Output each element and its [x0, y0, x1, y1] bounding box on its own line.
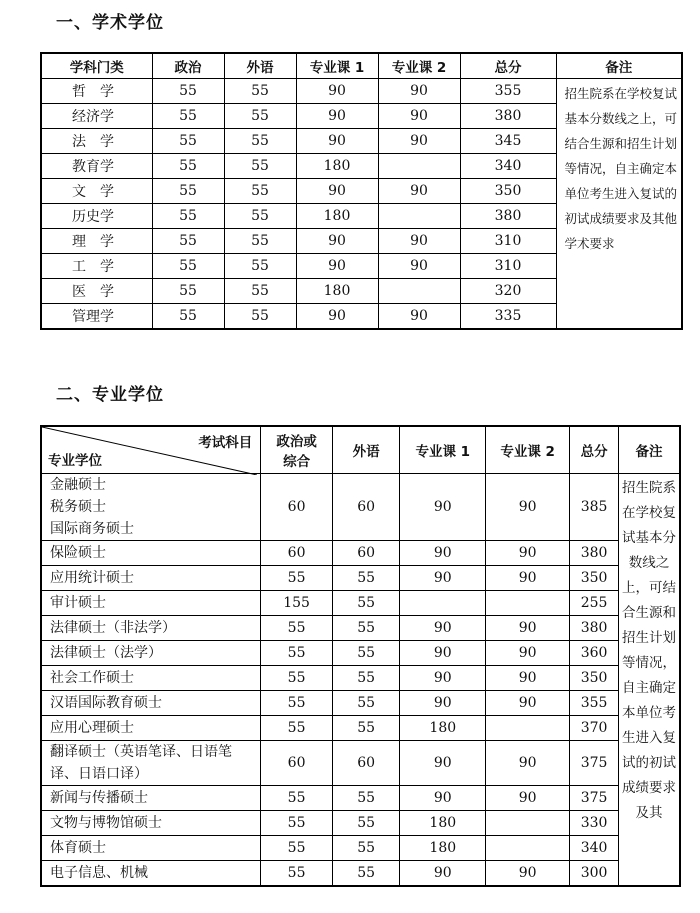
table-header-row — [41, 426, 680, 474]
row-total-cell: 310 — [460, 229, 556, 254]
header-remarks: 备注 — [556, 53, 682, 79]
row-score-2-cell: 55 — [332, 691, 399, 716]
table-row — [41, 716, 680, 741]
row-name-cell: 翻译硕士（英语笔译、日语笔 译、日语口译） — [41, 741, 261, 786]
table-row — [41, 566, 680, 591]
header-course-1: 专业课 1 — [296, 53, 378, 79]
row-total-cell: 340 — [460, 154, 556, 179]
row-course-1-cell: 180 — [296, 154, 378, 179]
row-score-1-cell: 155 — [261, 591, 333, 616]
table-row — [41, 786, 680, 811]
row-course-2-cell: 90 — [378, 79, 460, 104]
row-score-1-cell: 55 — [152, 279, 224, 304]
row-score-1-cell: 55 — [152, 229, 224, 254]
row-name-cell: 文物与博物馆硕士 — [41, 811, 261, 836]
row-course-1-cell: 90 — [400, 741, 486, 786]
table-row — [41, 811, 680, 836]
row-score-2-cell: 55 — [224, 79, 296, 104]
row-score-1-cell: 60 — [261, 474, 333, 541]
row-score-2-cell: 55 — [332, 836, 399, 861]
row-total-cell: 320 — [460, 279, 556, 304]
row-name-cell: 电子信息、机械 — [41, 861, 261, 887]
header-foreign-language: 外语 — [332, 426, 399, 474]
row-score-2-cell: 60 — [332, 741, 399, 786]
row-total-cell: 330 — [570, 811, 619, 836]
row-score-2-cell: 55 — [224, 129, 296, 154]
row-course-2-cell: 90 — [378, 304, 460, 330]
row-score-1-cell: 55 — [152, 204, 224, 229]
row-score-2-cell: 55 — [332, 566, 399, 591]
table-row — [41, 691, 680, 716]
table-row — [41, 79, 682, 104]
professional-degree-table — [40, 425, 681, 887]
row-score-2-cell: 60 — [332, 474, 399, 541]
table-row — [41, 741, 680, 786]
row-total-cell: 380 — [460, 104, 556, 129]
row-score-2-cell: 55 — [332, 811, 399, 836]
row-total-cell: 350 — [460, 179, 556, 204]
row-course-1-cell: 90 — [400, 641, 486, 666]
section-title-academic: 一、学术学位 — [56, 13, 164, 33]
row-course-2-cell — [486, 591, 570, 616]
row-course-1-cell: 180 — [400, 811, 486, 836]
row-course-2-cell: 90 — [486, 691, 570, 716]
row-course-2-cell: 90 — [486, 641, 570, 666]
row-course-2-cell — [378, 154, 460, 179]
row-name-cell: 文 学 — [41, 179, 152, 204]
header-total: 总分 — [570, 426, 619, 474]
header-politics: 政治 — [152, 53, 224, 79]
row-course-1-cell: 90 — [400, 666, 486, 691]
row-total-cell: 350 — [570, 666, 619, 691]
row-course-2-cell: 90 — [378, 229, 460, 254]
row-score-2-cell: 55 — [332, 591, 399, 616]
row-score-2-cell: 55 — [224, 154, 296, 179]
row-score-2-cell: 55 — [332, 861, 399, 887]
row-course-1-cell — [400, 591, 486, 616]
row-score-2-cell: 55 — [224, 204, 296, 229]
row-course-2-cell: 90 — [378, 104, 460, 129]
row-total-cell: 350 — [570, 566, 619, 591]
row-score-1-cell: 55 — [261, 691, 333, 716]
row-course-1-cell: 90 — [400, 566, 486, 591]
row-score-1-cell: 55 — [152, 154, 224, 179]
header-course-2: 专业课 2 — [378, 53, 460, 79]
row-course-2-cell — [486, 716, 570, 741]
remarks-note: 招生院系在学校复试基本分数线之上，可结合生源和招生计划等情况，自主确定本单位考生进入复试的初试成绩要求及其 — [619, 474, 680, 887]
row-course-2-cell: 90 — [378, 254, 460, 279]
row-course-2-cell — [378, 279, 460, 304]
table-row — [41, 616, 680, 641]
row-total-cell: 380 — [570, 616, 619, 641]
header-discipline: 学科门类 — [41, 53, 152, 79]
header-total: 总分 — [460, 53, 556, 79]
row-score-1-cell: 60 — [261, 541, 333, 566]
remarks-note: 招生院系在学校复试基本分数线之上，可结合生源和招生计划等情况，自主确定本单位考生进入复试的初试成绩要求及其他学术要求 — [556, 79, 682, 330]
table-header-row — [41, 53, 682, 79]
header-foreign-language: 外语 — [224, 53, 296, 79]
row-course-1-cell: 90 — [296, 229, 378, 254]
row-course-1-cell: 90 — [296, 79, 378, 104]
row-course-2-cell: 90 — [378, 129, 460, 154]
row-score-1-cell: 55 — [261, 861, 333, 887]
row-score-2-cell: 55 — [332, 786, 399, 811]
row-score-1-cell: 55 — [261, 786, 333, 811]
row-total-cell: 355 — [460, 79, 556, 104]
table-row — [41, 541, 680, 566]
table-row — [41, 641, 680, 666]
row-name-cell: 历史学 — [41, 204, 152, 229]
row-course-1-cell: 90 — [400, 861, 486, 887]
row-course-2-cell: 90 — [486, 566, 570, 591]
table-row — [41, 861, 680, 887]
header-diagonal-cell — [41, 426, 261, 474]
row-name-cell: 法律硕士（非法学） — [41, 616, 261, 641]
row-course-1-cell: 90 — [400, 616, 486, 641]
row-score-2-cell: 55 — [332, 716, 399, 741]
row-score-2-cell: 55 — [224, 279, 296, 304]
table-row — [41, 474, 680, 541]
row-score-2-cell: 55 — [224, 179, 296, 204]
row-course-2-cell: 90 — [486, 666, 570, 691]
row-course-2-cell: 90 — [486, 786, 570, 811]
row-total-cell: 380 — [460, 204, 556, 229]
row-total-cell: 340 — [570, 836, 619, 861]
row-course-1-cell: 90 — [400, 786, 486, 811]
row-total-cell: 370 — [570, 716, 619, 741]
row-total-cell: 335 — [460, 304, 556, 330]
table-row — [41, 591, 680, 616]
row-score-1-cell: 55 — [261, 716, 333, 741]
row-score-2-cell: 60 — [332, 541, 399, 566]
row-score-1-cell: 55 — [261, 566, 333, 591]
academic-degree-table — [40, 52, 683, 330]
row-score-1-cell: 55 — [261, 836, 333, 861]
header-course-1: 专业课 1 — [400, 426, 486, 474]
row-course-2-cell — [378, 204, 460, 229]
header-exam-subject: 考试科目 — [198, 435, 253, 451]
row-course-2-cell: 90 — [486, 616, 570, 641]
row-course-2-cell: 90 — [486, 474, 570, 541]
row-score-2-cell: 55 — [332, 641, 399, 666]
section-title-professional: 二、专业学位 — [56, 385, 164, 405]
row-course-1-cell: 180 — [296, 279, 378, 304]
table-row — [41, 666, 680, 691]
row-course-1-cell: 90 — [296, 179, 378, 204]
row-score-1-cell: 55 — [152, 179, 224, 204]
row-course-1-cell: 180 — [400, 716, 486, 741]
row-course-1-cell: 90 — [296, 129, 378, 154]
row-score-1-cell: 55 — [152, 104, 224, 129]
row-course-2-cell: 90 — [486, 741, 570, 786]
row-total-cell: 355 — [570, 691, 619, 716]
row-name-cell: 经济学 — [41, 104, 152, 129]
row-course-1-cell: 90 — [296, 304, 378, 330]
row-score-1-cell: 55 — [261, 811, 333, 836]
row-name-cell: 教育学 — [41, 154, 152, 179]
table-row — [41, 836, 680, 861]
row-score-1-cell: 55 — [152, 304, 224, 330]
row-total-cell: 375 — [570, 786, 619, 811]
row-name-cell: 法律硕士（法学） — [41, 641, 261, 666]
row-score-2-cell: 55 — [332, 616, 399, 641]
header-degree-type: 专业学位 — [48, 453, 102, 469]
row-name-cell: 法 学 — [41, 129, 152, 154]
row-name-cell: 审计硕士 — [41, 591, 261, 616]
row-total-cell: 375 — [570, 741, 619, 786]
row-name-cell: 社会工作硕士 — [41, 666, 261, 691]
row-score-2-cell: 55 — [224, 304, 296, 330]
row-score-1-cell: 55 — [261, 641, 333, 666]
row-course-2-cell: 90 — [378, 179, 460, 204]
row-score-1-cell: 55 — [152, 254, 224, 279]
row-total-cell: 380 — [570, 541, 619, 566]
row-name-cell: 汉语国际教育硕士 — [41, 691, 261, 716]
row-score-1-cell: 60 — [261, 741, 333, 786]
row-course-2-cell — [486, 836, 570, 861]
row-name-cell: 新闻与传播硕士 — [41, 786, 261, 811]
row-name-cell: 管理学 — [41, 304, 152, 330]
row-score-2-cell: 55 — [332, 666, 399, 691]
header-remarks: 备注 — [619, 426, 680, 474]
row-total-cell: 310 — [460, 254, 556, 279]
row-name-cell: 工 学 — [41, 254, 152, 279]
row-name-cell: 哲 学 — [41, 79, 152, 104]
row-course-2-cell — [486, 811, 570, 836]
row-score-1-cell: 55 — [152, 129, 224, 154]
row-course-1-cell: 90 — [296, 254, 378, 279]
row-total-cell: 385 — [570, 474, 619, 541]
row-score-1-cell: 55 — [152, 79, 224, 104]
row-total-cell: 255 — [570, 591, 619, 616]
row-total-cell: 345 — [460, 129, 556, 154]
row-course-1-cell: 90 — [400, 474, 486, 541]
row-name-cell: 金融硕士 税务硕士 国际商务硕士 — [41, 474, 261, 541]
row-course-1-cell: 180 — [400, 836, 486, 861]
row-score-1-cell: 55 — [261, 666, 333, 691]
row-course-1-cell: 90 — [400, 541, 486, 566]
row-name-cell: 医 学 — [41, 279, 152, 304]
row-name-cell: 保险硕士 — [41, 541, 261, 566]
row-course-2-cell: 90 — [486, 541, 570, 566]
row-name-cell: 应用心理硕士 — [41, 716, 261, 741]
row-total-cell: 300 — [570, 861, 619, 887]
row-score-2-cell: 55 — [224, 229, 296, 254]
row-course-1-cell: 90 — [296, 104, 378, 129]
row-course-1-cell: 90 — [400, 691, 486, 716]
row-score-2-cell: 55 — [224, 104, 296, 129]
row-course-2-cell: 90 — [486, 861, 570, 887]
row-total-cell: 360 — [570, 641, 619, 666]
row-score-1-cell: 55 — [261, 616, 333, 641]
row-name-cell: 体育硕士 — [41, 836, 261, 861]
row-name-cell: 应用统计硕士 — [41, 566, 261, 591]
header-politics-or-general: 政治或 综合 — [261, 426, 333, 474]
row-score-2-cell: 55 — [224, 254, 296, 279]
row-course-1-cell: 180 — [296, 204, 378, 229]
header-course-2: 专业课 2 — [486, 426, 570, 474]
row-name-cell: 理 学 — [41, 229, 152, 254]
